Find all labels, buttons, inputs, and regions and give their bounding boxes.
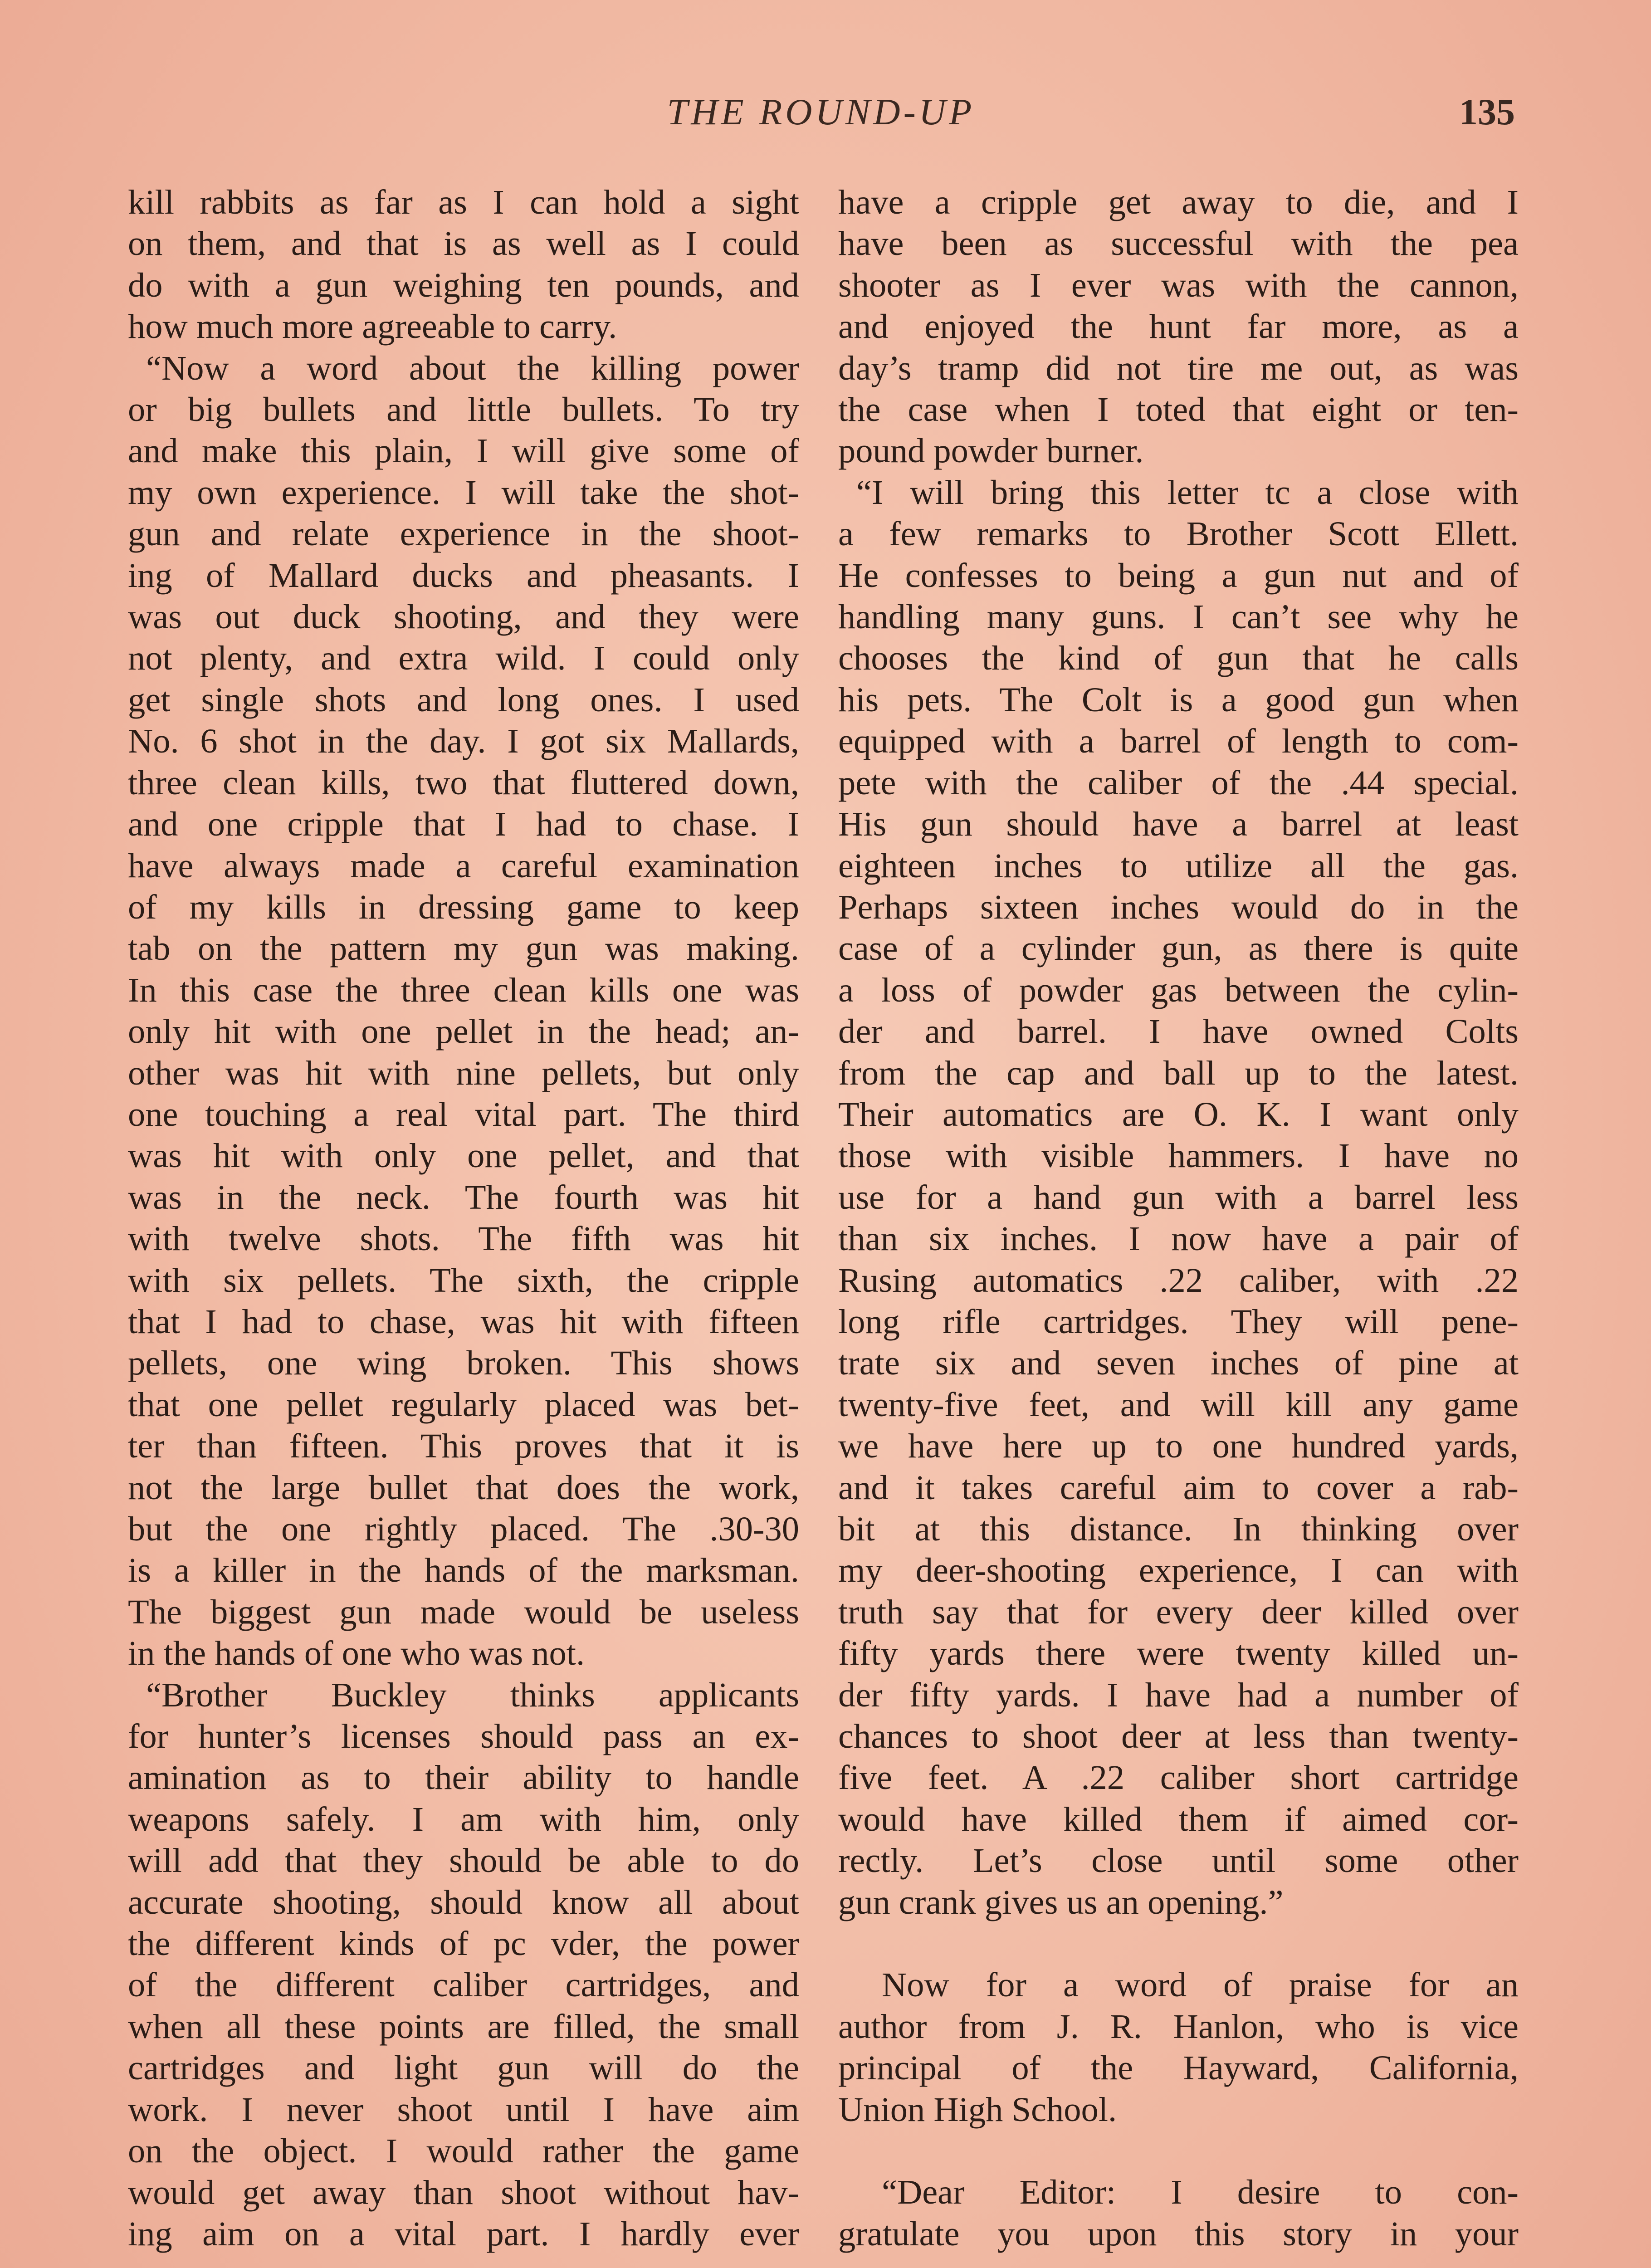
text-line: have been as successful with the pea — [838, 224, 1519, 263]
text-line: Their automatics are O. K. I want only — [838, 1095, 1519, 1134]
running-head — [127, 91, 1515, 150]
text-line: The biggest gun made would be useless — [128, 1592, 799, 1631]
text-line: der fifty yards. I have had a number of — [838, 1675, 1519, 1714]
text-line: not the large bullet that does the work, — [128, 1468, 799, 1507]
text-line: cartridges and light gun will do the — [128, 2048, 799, 2087]
text-line: kill rabbits as far as I can hold a sight — [128, 183, 799, 221]
text-line: ter than fifteen. This proves that it is — [128, 1427, 799, 1466]
text-line: that one pellet regularly placed was bet- — [128, 1385, 799, 1424]
text-line: was out duck shooting, and they were — [128, 597, 799, 636]
text-line: when all these points are filled, the small — [128, 2007, 799, 2046]
text-line: truth say that for every deer killed over — [838, 1592, 1519, 1631]
text-line: on the object. I would rather the game — [128, 2131, 799, 2170]
text-line: eighteen inches to utilize all the gas. — [838, 846, 1519, 885]
text-line: pellets, one wing broken. This shows — [128, 1344, 799, 1383]
text-line: der and barrel. I have owned Colts — [838, 1012, 1519, 1051]
text-line — [838, 2130, 1519, 2171]
text-line: tab on the pattern my gun was making. — [128, 929, 799, 968]
text-line: and one cripple that I had to chase. I — [128, 805, 799, 844]
text-line: have a cripple get away to die, and I — [838, 183, 1519, 221]
text-line: than six inches. I now have a pair of — [838, 1219, 1519, 1258]
text-line: gun and relate experience in the shoot- — [128, 514, 799, 553]
right-text-column — [838, 181, 1519, 2254]
text-line: chooses the kind of gun that he calls — [838, 639, 1519, 678]
text-line: “I will bring this letter tc a close with — [856, 473, 1519, 512]
text-line: but the one rightly placed. The .30-30 — [128, 1510, 799, 1548]
text-line: those with visible hammers. I have no — [838, 1136, 1519, 1175]
text-line: and it takes careful aim to cover a rab- — [838, 1468, 1519, 1507]
text-line: Now for a word of praise for an — [882, 1965, 1519, 2004]
text-line: “Dear Editor: I desire to con- — [882, 2173, 1519, 2212]
text-line: bit at this distance. In thinking over — [838, 1510, 1519, 1548]
text-line: other was hit with nine pellets, but only — [128, 1053, 799, 1092]
text-line: one touching a real vital part. The third — [128, 1095, 799, 1134]
text-line: weapons safely. I am with him, only — [128, 1799, 799, 1838]
text-line: will add that they should be able to do — [128, 1841, 799, 1880]
text-line: the case when I toted that eight or ten- — [838, 390, 1519, 429]
text-line: fifty yards there were twenty killed un- — [838, 1634, 1519, 1673]
text-line: is a killer in the hands of the marksman. — [128, 1551, 799, 1590]
text-line: handling many guns. I can’t see why he — [838, 597, 1519, 636]
text-line: ing aim on a vital part. I hardly ever — [128, 2214, 799, 2253]
text-line: “Now a word about the killing power — [146, 348, 799, 387]
text-line: shooter as I ever was with the cannon, — [838, 265, 1519, 304]
text-line: accurate shooting, should know all about — [128, 1882, 799, 1921]
text-line: that I had to chase, was hit with fifteen — [128, 1302, 799, 1341]
text-line: only hit with one pellet in the head; an- — [128, 1012, 799, 1051]
text-line: He confesses to being a gun nut and of — [838, 556, 1519, 595]
text-line: Perhaps sixteen inches would do in the — [838, 887, 1519, 926]
text-line: long rifle cartridges. They will pene- — [838, 1302, 1519, 1341]
text-line: was hit with only one pellet, and that — [128, 1136, 799, 1175]
text-line: chances to shoot deer at less than twenty- — [838, 1717, 1519, 1756]
text-line: three clean kills, two that fluttered down, — [128, 763, 799, 802]
text-line: his pets. The Colt is a good gun when — [838, 680, 1519, 719]
text-line: get single shots and long ones. I used — [128, 680, 799, 719]
page-number: 135 — [1459, 91, 1515, 132]
text-line: a few remarks to Brother Scott Ellett. — [838, 514, 1519, 553]
text-line: day’s tramp did not tire me out, as was — [838, 348, 1519, 387]
text-line: rectly. Let’s close until some other — [838, 1841, 1519, 1880]
running-title: THE ROUND-UP — [667, 91, 975, 132]
text-line: with six pellets. The sixth, the cripple — [128, 1261, 799, 1300]
text-line: No. 6 shot in the day. I got six Mallards, — [128, 722, 799, 761]
text-line: would get away than shoot without hav- — [128, 2173, 799, 2212]
text-line: would have killed them if aimed cor- — [838, 1799, 1519, 1838]
text-line: we have here up to one hundred yards, — [838, 1427, 1519, 1466]
text-line: or big bullets and little bullets. To try — [128, 390, 799, 429]
text-line: in the hands of one who was not. — [128, 1634, 585, 1673]
text-line: do with a gun weighing ten pounds, and — [128, 265, 799, 304]
text-line: Rusing automatics .22 caliber, with .22 — [838, 1261, 1519, 1300]
text-line: pound powder burner. — [838, 431, 1144, 470]
text-line: on them, and that is as well as I could — [128, 224, 799, 263]
text-line: twenty-five feet, and will kill any game — [838, 1385, 1519, 1424]
text-line: use for a hand gun with a barrel less — [838, 1178, 1519, 1217]
text-line: and make this plain, I will give some of — [128, 431, 799, 470]
text-line: equipped with a barrel of length to com- — [838, 722, 1519, 761]
text-line: ing of Mallard ducks and pheasants. I — [128, 556, 799, 595]
text-line: and enjoyed the hunt far more, as a — [838, 307, 1519, 346]
text-line: the different kinds of pc vder, the power — [128, 1924, 799, 1963]
text-line: of the different caliber cartridges, and — [128, 1965, 799, 2004]
text-line: for hunter’s licenses should pass an ex- — [128, 1717, 799, 1756]
text-line: gun crank gives us an opening.” — [838, 1882, 1284, 1921]
text-line: a loss of powder gas between the cylin- — [838, 970, 1519, 1009]
text-line: trate six and seven inches of pine at — [838, 1344, 1519, 1383]
text-line: was in the neck. The fourth was hit — [128, 1178, 799, 1217]
text-line: principal of the Hayward, California, — [838, 2048, 1519, 2087]
text-line: Union High School. — [838, 2090, 1117, 2129]
text-line: with twelve shots. The fifth was hit — [128, 1219, 799, 1258]
text-line: not plenty, and extra wild. I could only — [128, 639, 799, 678]
text-line: “Brother Buckley thinks applicants — [146, 1675, 799, 1714]
text-line: my own experience. I will take the shot- — [128, 473, 799, 512]
text-line: my deer-shooting experience, I can with — [838, 1551, 1519, 1590]
left-text-column — [128, 181, 799, 2254]
text-line: gratulate you upon this story in your — [838, 2214, 1519, 2253]
text-line: His gun should have a barrel at least — [838, 805, 1519, 844]
text-line: case of a cylinder gun, as there is quite — [838, 929, 1519, 968]
text-line: have always made a careful examination — [128, 846, 799, 885]
text-line: five feet. A .22 caliber short cartridge — [838, 1758, 1519, 1797]
text-line: work. I never shoot until I have aim — [128, 2090, 799, 2129]
text-line: pete with the caliber of the .44 special. — [838, 763, 1519, 802]
text-line: from the cap and ball up to the latest. — [838, 1053, 1519, 1092]
text-line: of my kills in dressing game to keep — [128, 887, 799, 926]
text-line — [838, 1923, 1519, 1964]
text-line: how much more agreeable to carry. — [128, 307, 617, 346]
text-line: amination as to their ability to handle — [128, 1758, 799, 1797]
text-line: author from J. R. Hanlon, who is vice — [838, 2007, 1519, 2046]
text-line: In this case the three clean kills one was — [128, 970, 799, 1009]
